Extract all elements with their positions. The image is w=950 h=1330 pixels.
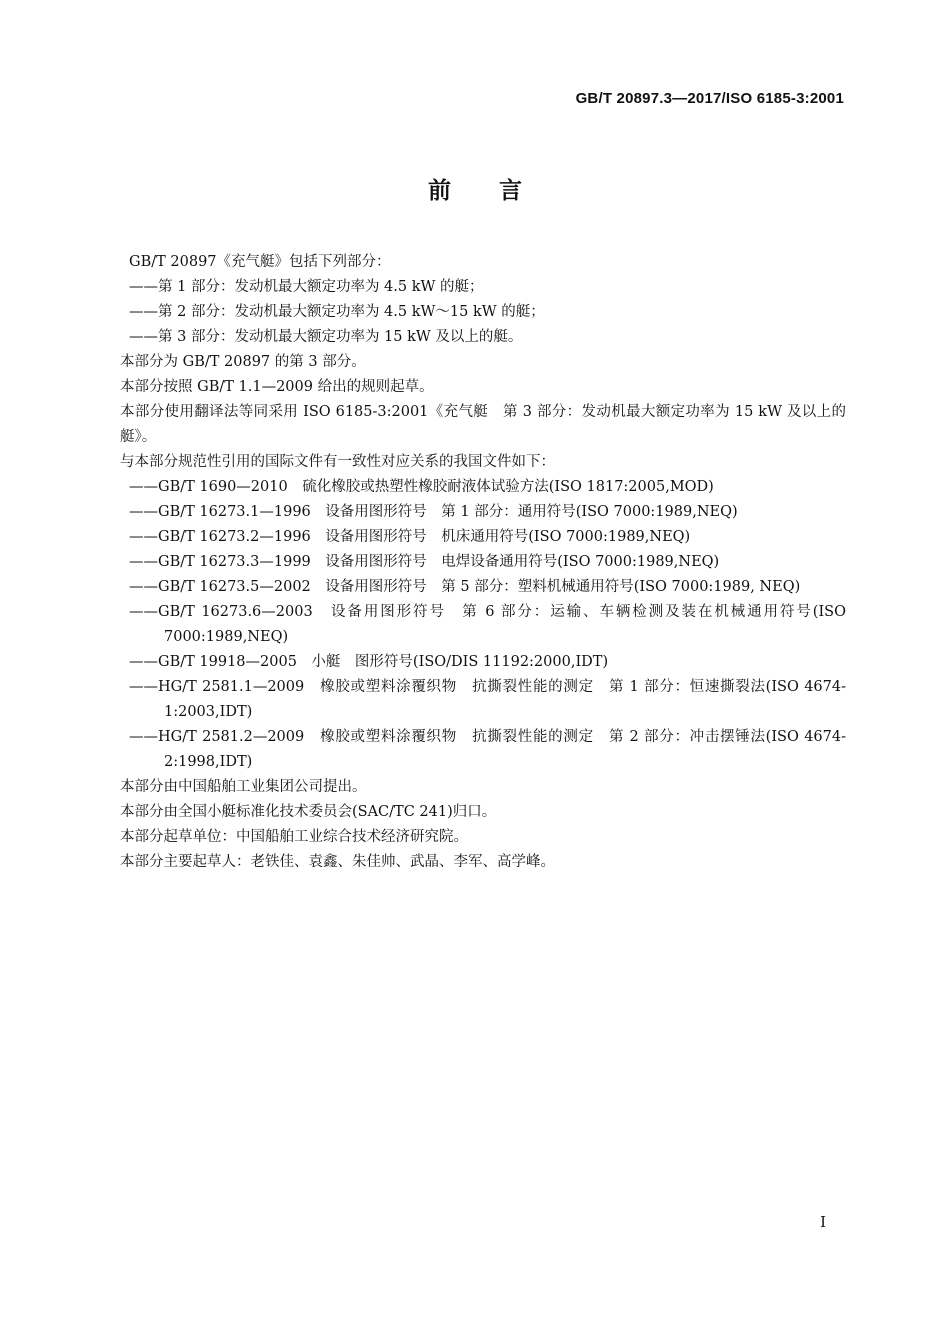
- reference-item: ——GB/T 19918—2005 小艇 图形符号(ISO/DIS 11192:2000,IDT): [129, 654, 609, 670]
- part-list-item: ——第 3 部分：发动机最大额定功率为 15 kW 及以上的艇。: [129, 329, 523, 345]
- standard-code: GB/T 20897.3—2017/ISO 6185-3:2001: [575, 90, 844, 107]
- part-list-item: ——第 2 部分：发动机最大额定功率为 4.5 kW～15 kW 的艇；: [129, 304, 545, 320]
- foreword-body: [120, 250, 846, 875]
- part-list-item: ——第 1 部分：发动机最大额定功率为 4.5 kW 的艇；: [129, 279, 484, 295]
- reference-item: ——HG/T 2581.2—2009 橡胶或塑料涂覆织物 抗撕裂性能的测定 第 2 部分：冲击摆锤法(ISO 4674-2:1998,IDT): [129, 729, 846, 770]
- drafters-statement: 本部分主要起草人：老铁佳、袁鑫、朱佳帅、武晶、李军、高学峰。: [120, 854, 555, 870]
- this-part-statement: 本部分为 GB/T 20897 的第 3 部分。: [120, 354, 366, 370]
- reference-item: ——GB/T 1690—2010 硫化橡胶或热塑性橡胶耐液体试验方法(ISO 1817:2005,MOD): [129, 479, 714, 495]
- page-title: 前言: [428, 178, 570, 204]
- committee-statement: 本部分由全国小艇标准化技术委员会(SAC/TC 241)归口。: [120, 804, 497, 820]
- reference-item: ——GB/T 16273.3—1999 设备用图形符号 电焊设备通用符号(ISO 7000:1989,NEQ): [129, 554, 720, 570]
- drafting-rule-statement: 本部分按照 GB/T 1.1—2009 给出的规则起草。: [120, 379, 434, 395]
- page-number: I: [820, 1213, 826, 1231]
- intro-lead: GB/T 20897《充气艇》包括下列部分：: [129, 254, 391, 270]
- adoption-statement: 本部分使用翻译法等同采用 ISO 6185-3:2001《充气艇 第 3 部分：发动机最大额定功率为 15 kW 及以上的艇》。: [120, 404, 846, 445]
- reference-item: ——GB/T 16273.2—1996 设备用图形符号 机床通用符号(ISO 7000:1989,NEQ): [129, 529, 691, 545]
- reference-item: ——HG/T 2581.1—2009 橡胶或塑料涂覆织物 抗撕裂性能的测定 第 1 部分：恒速撕裂法(ISO 4674-1:2003,IDT): [129, 679, 846, 720]
- proposer-statement: 本部分由中国船舶工业集团公司提出。: [120, 779, 367, 795]
- references-lead: 与本部分规范性引用的国际文件有一致性对应关系的我国文件如下：: [120, 454, 555, 470]
- reference-item: ——GB/T 16273.1—1996 设备用图形符号 第 1 部分：通用符号(ISO 7000:1989,NEQ): [129, 504, 738, 520]
- reference-item: ——GB/T 16273.5—2002 设备用图形符号 第 5 部分：塑料机械通用符号(ISO 7000:1989, NEQ): [129, 579, 801, 595]
- reference-item: ——GB/T 16273.6—2003 设备用图形符号 第 6 部分：运输、车辆检测及装在机械通用符号(ISO 7000:1989,NEQ): [129, 604, 846, 645]
- drafting-unit-statement: 本部分起草单位：中国船舶工业综合技术经济研究院。: [120, 829, 468, 845]
